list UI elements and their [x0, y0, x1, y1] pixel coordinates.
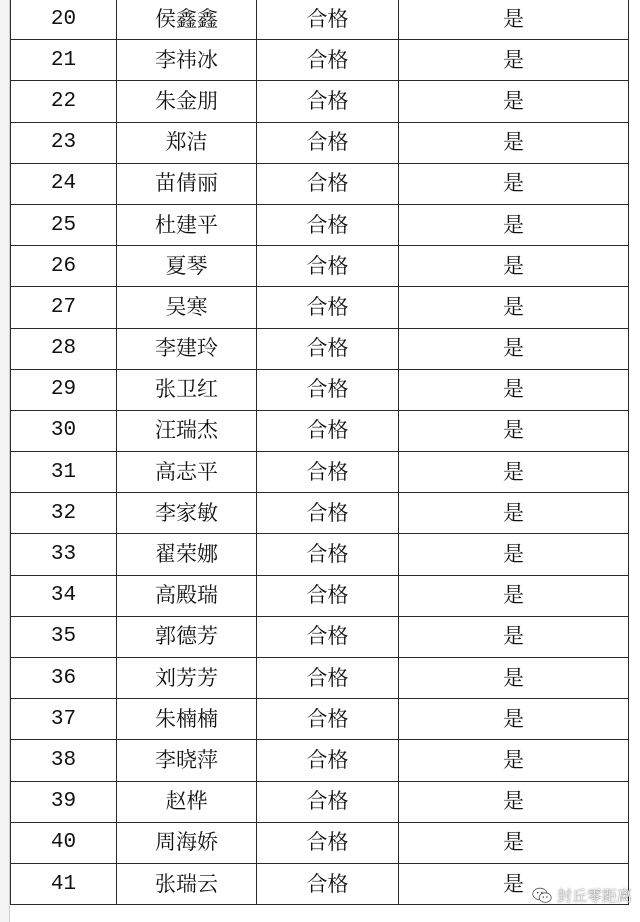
cell-flag: 是 [399, 616, 629, 657]
cell-flag: 是 [399, 163, 629, 204]
table-row [11, 740, 629, 781]
cell-name: 刘芳芳 [117, 658, 257, 699]
cell-result: 合格 [257, 163, 399, 204]
cell-result: 合格 [257, 781, 399, 822]
cell-number: 36 [11, 658, 117, 699]
results-table [10, 0, 629, 905]
cell-number: 35 [11, 616, 117, 657]
cell-result: 合格 [257, 0, 399, 40]
cell-flag: 是 [399, 369, 629, 410]
cell-number: 22 [11, 81, 117, 122]
cell-name: 李建玲 [117, 328, 257, 369]
cell-flag: 是 [399, 863, 629, 904]
cell-name: 汪瑞杰 [117, 410, 257, 451]
cell-name: 郑洁 [117, 122, 257, 163]
table-row [11, 616, 629, 657]
cell-name: 周海娇 [117, 822, 257, 863]
cell-flag: 是 [399, 534, 629, 575]
cell-name: 苗倩丽 [117, 163, 257, 204]
watermark [532, 885, 632, 906]
cell-result: 合格 [257, 822, 399, 863]
results-table-body [11, 0, 629, 905]
table-row [11, 204, 629, 245]
cell-flag: 是 [399, 575, 629, 616]
watermark-text: 封丘零距离 [556, 887, 632, 905]
cell-number: 37 [11, 699, 117, 740]
cell-number: 28 [11, 328, 117, 369]
table-row [11, 328, 629, 369]
table-row [11, 163, 629, 204]
cell-result: 合格 [257, 40, 399, 81]
cell-result: 合格 [257, 575, 399, 616]
cell-flag: 是 [399, 0, 629, 40]
cell-number: 41 [11, 863, 117, 904]
cell-result: 合格 [257, 287, 399, 328]
table-row [11, 246, 629, 287]
table-row [11, 493, 629, 534]
cell-number: 40 [11, 822, 117, 863]
cell-name: 郭德芳 [117, 616, 257, 657]
cell-name: 侯鑫鑫 [117, 0, 257, 40]
table-row [11, 0, 629, 40]
cell-result: 合格 [257, 369, 399, 410]
table-row [11, 40, 629, 81]
cell-flag: 是 [399, 781, 629, 822]
table-row [11, 534, 629, 575]
cell-flag: 是 [399, 287, 629, 328]
cell-flag: 是 [399, 81, 629, 122]
cell-result: 合格 [257, 699, 399, 740]
cell-result: 合格 [257, 534, 399, 575]
cell-flag: 是 [399, 699, 629, 740]
cell-number: 20 [11, 0, 117, 40]
cell-flag: 是 [399, 204, 629, 245]
cell-number: 39 [11, 781, 117, 822]
cell-number: 34 [11, 575, 117, 616]
cell-number: 32 [11, 493, 117, 534]
table-row [11, 699, 629, 740]
cell-name: 杜建平 [117, 204, 257, 245]
cell-name: 李晓萍 [117, 740, 257, 781]
table-row [11, 369, 629, 410]
cell-result: 合格 [257, 740, 399, 781]
cell-number: 25 [11, 204, 117, 245]
cell-result: 合格 [257, 452, 399, 493]
cell-flag: 是 [399, 122, 629, 163]
cell-number: 29 [11, 369, 117, 410]
table-row [11, 287, 629, 328]
cell-result: 合格 [257, 493, 399, 534]
cell-number: 27 [11, 287, 117, 328]
cell-name: 翟荣娜 [117, 534, 257, 575]
cell-name: 高殿瑞 [117, 575, 257, 616]
table-row [11, 781, 629, 822]
table-row [11, 452, 629, 493]
cell-number: 31 [11, 452, 117, 493]
cell-result: 合格 [257, 81, 399, 122]
cell-flag: 是 [399, 40, 629, 81]
cell-result: 合格 [257, 863, 399, 904]
row-header-strip [0, 0, 10, 922]
cell-name: 张卫红 [117, 369, 257, 410]
cell-number: 24 [11, 163, 117, 204]
table-row [11, 410, 629, 451]
cell-result: 合格 [257, 204, 399, 245]
cell-flag: 是 [399, 658, 629, 699]
cell-result: 合格 [257, 246, 399, 287]
cell-name: 张瑞云 [117, 863, 257, 904]
cell-result: 合格 [257, 616, 399, 657]
cell-number: 30 [11, 410, 117, 451]
wechat-icon [532, 887, 552, 904]
cell-number: 21 [11, 40, 117, 81]
cell-name: 朱金朋 [117, 81, 257, 122]
cell-flag: 是 [399, 246, 629, 287]
table-row [11, 822, 629, 863]
cell-name: 夏琴 [117, 246, 257, 287]
table-row [11, 658, 629, 699]
cell-number: 26 [11, 246, 117, 287]
cell-flag: 是 [399, 328, 629, 369]
cell-number: 38 [11, 740, 117, 781]
cell-result: 合格 [257, 410, 399, 451]
cell-name: 朱楠楠 [117, 699, 257, 740]
cell-flag: 是 [399, 822, 629, 863]
cell-result: 合格 [257, 658, 399, 699]
cell-result: 合格 [257, 122, 399, 163]
cell-number: 23 [11, 122, 117, 163]
cell-name: 高志平 [117, 452, 257, 493]
cell-flag: 是 [399, 410, 629, 451]
cell-result: 合格 [257, 328, 399, 369]
table-row [11, 81, 629, 122]
table-row [11, 122, 629, 163]
cell-flag: 是 [399, 452, 629, 493]
cell-flag: 是 [399, 493, 629, 534]
cell-name: 吴寒 [117, 287, 257, 328]
cell-number: 33 [11, 534, 117, 575]
cell-name: 赵桦 [117, 781, 257, 822]
cell-name: 李家敏 [117, 493, 257, 534]
table-row [11, 575, 629, 616]
cell-name: 李祎冰 [117, 40, 257, 81]
cell-flag: 是 [399, 740, 629, 781]
